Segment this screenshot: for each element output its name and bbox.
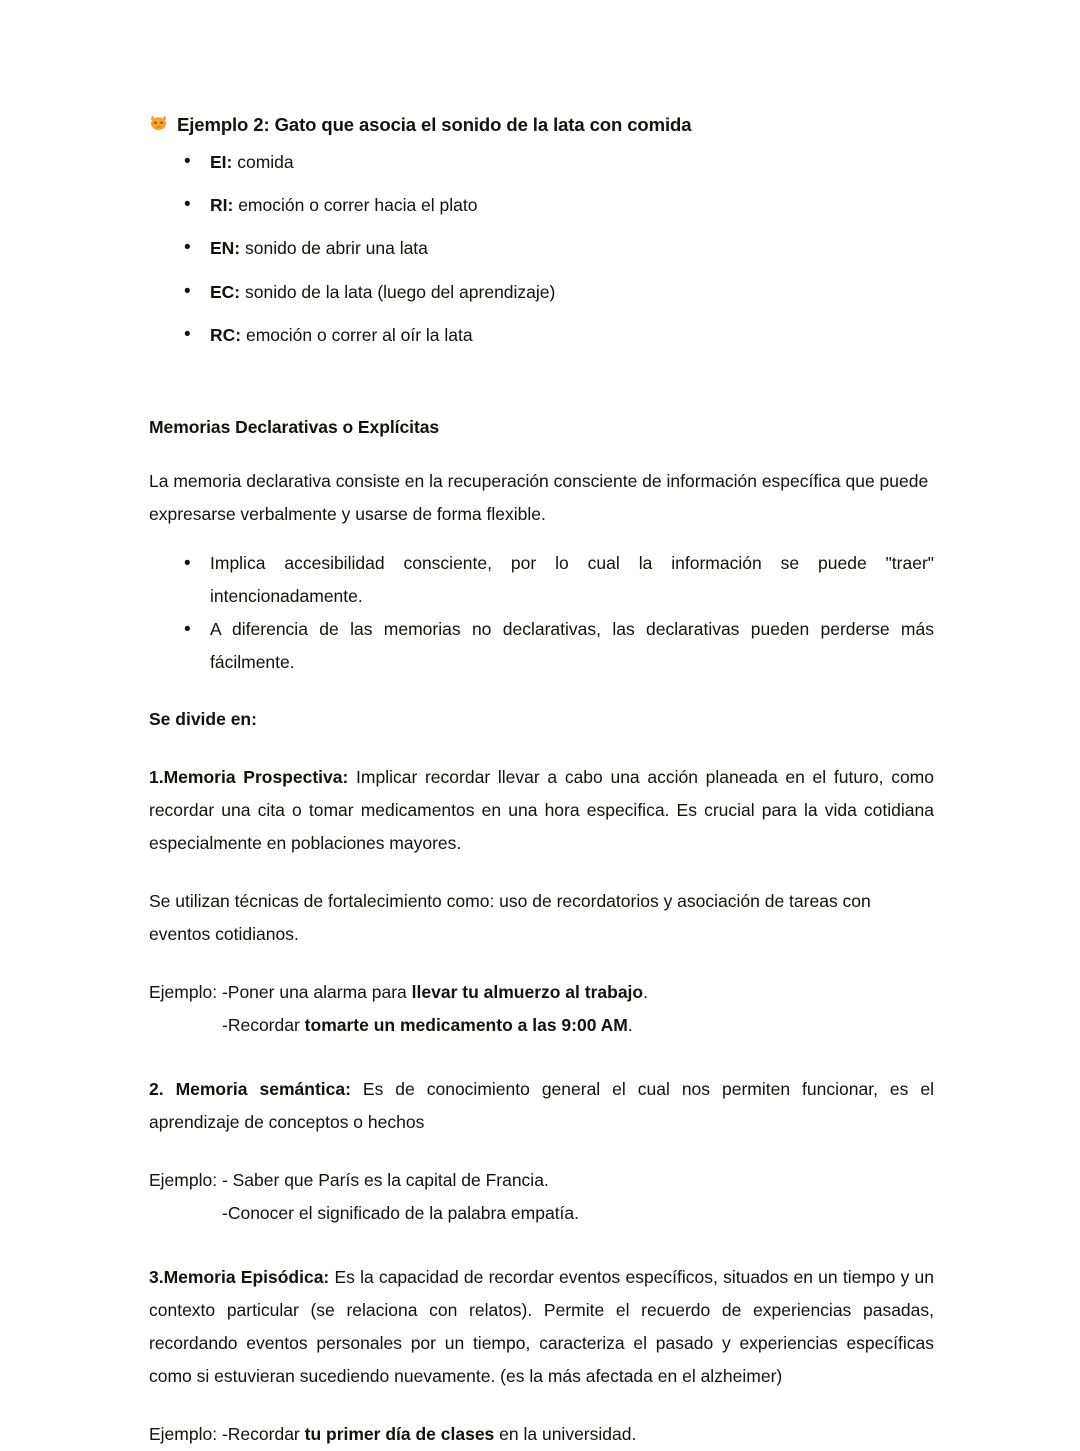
list-item: • Implica accesibilidad consciente, por lo cual la información se puede "traer" intencionadamente. (149, 547, 934, 613)
term-label: EN: (210, 238, 241, 259)
example-line-bold: llevar tu almuerzo al trabajo (411, 982, 644, 1003)
spacer (149, 1042, 934, 1048)
cat-face-icon (149, 113, 168, 132)
example-line (149, 976, 934, 1009)
term-label: EC: (210, 281, 241, 302)
example-line-bold: tu primer día de clases (304, 1424, 495, 1445)
declarative-intro-paragraph: La memoria declarativa consiste en la recuperación consciente de información específica que puede expresarse verbalmente y usarse de forma flexible. (149, 471, 929, 525)
episodic-memory-title: 3.Memoria Episódica: (149, 1267, 330, 1288)
spacer (149, 1230, 934, 1236)
example-line-bold: tomarte un medicamento a las 9:00 AM (304, 1015, 628, 1036)
term-label: RC: (210, 324, 242, 345)
episodic-memory-body: Es la capacidad de recordar eventos específicos, situados en un tiempo y un contexto particular (se relaciona con relatos). Permite el recuerdo de experiencias pasadas, recordando eventos personales por un tiempo, caracteriza el pasado y experiencias específicas como si estuvieran sucediendo nuevamente. (es la más afectada en el alzheimer) (149, 1267, 934, 1387)
divides-into-label: Se divide en: (149, 709, 257, 730)
conditioning-terms-list (149, 149, 934, 348)
prospective-techniques-paragraph: Se utilizan técnicas de fortalecimiento como: uso de recordatorios y asociación de tareas con eventos cotidianos. (149, 891, 871, 945)
prospective-memory-title: 1.Memoria Prospectiva: (149, 767, 349, 788)
semantic-memory-paragraph (149, 1073, 934, 1139)
example-line-suffix: . (643, 982, 648, 1003)
prospective-memory-paragraph (149, 761, 934, 860)
example-line: -Conocer el significado de la palabra empatía. (222, 1203, 580, 1224)
example-line-prefix: Ejemplo: -Poner una alarma para (149, 982, 412, 1003)
semantic-memory-title: 2. Memoria semántica: (149, 1079, 351, 1100)
list-item (149, 322, 934, 348)
example-line-prefix: -Recordar (222, 1015, 305, 1036)
example-2-heading-text: Ejemplo 2: Gato que asocia el sonido de la lata con comida (177, 114, 692, 135)
example-line (149, 1418, 934, 1451)
declarative-memory-heading: Memorias Declarativas o Explícitas (149, 417, 440, 438)
semantic-memory-body: Es de conocimiento general el cual nos permiten funcionar, es el aprendizaje de conceptos o hechos (149, 1079, 934, 1133)
term-text: emoción o correr hacia el plato (233, 195, 478, 216)
example-line (149, 1009, 934, 1042)
list-item (149, 279, 934, 305)
example-2-heading (149, 112, 934, 139)
declarative-bullets (149, 547, 934, 679)
term-text: comida (232, 151, 294, 172)
semantic-example-block (149, 1164, 934, 1230)
term-label: EI: (210, 151, 233, 172)
episodic-example-block (149, 1418, 934, 1451)
list-item (149, 149, 934, 175)
example-line-prefix: Ejemplo: -Recordar (149, 1424, 305, 1445)
prospective-memory-body: Implicar recordar llevar a cabo una acción planeada en el futuro, como recordar una cita o tomar medicamentos en una hora especifica. Es crucial para la vida cotidiana especialmente en poblaciones mayores. (149, 767, 934, 854)
list-item: • A diferencia de las memorias no declarativas, las declarativas pueden perderse más fácilmente. (149, 613, 934, 679)
example-line-suffix: en la universidad. (494, 1424, 637, 1445)
example-line: Ejemplo: - Saber que París es la capital de Francia. (149, 1170, 549, 1191)
episodic-memory-paragraph (149, 1261, 934, 1393)
term-text: emoción o correr al oír la lata (241, 324, 473, 345)
list-item (149, 235, 934, 261)
term-text: sonido de abrir una lata (240, 238, 428, 259)
prospective-example-block (149, 976, 934, 1042)
example-line-suffix: . (627, 1015, 633, 1036)
term-text: sonido de la lata (luego del aprendizaje) (240, 281, 556, 302)
list-item (149, 192, 934, 218)
term-label: RI: (210, 195, 234, 216)
